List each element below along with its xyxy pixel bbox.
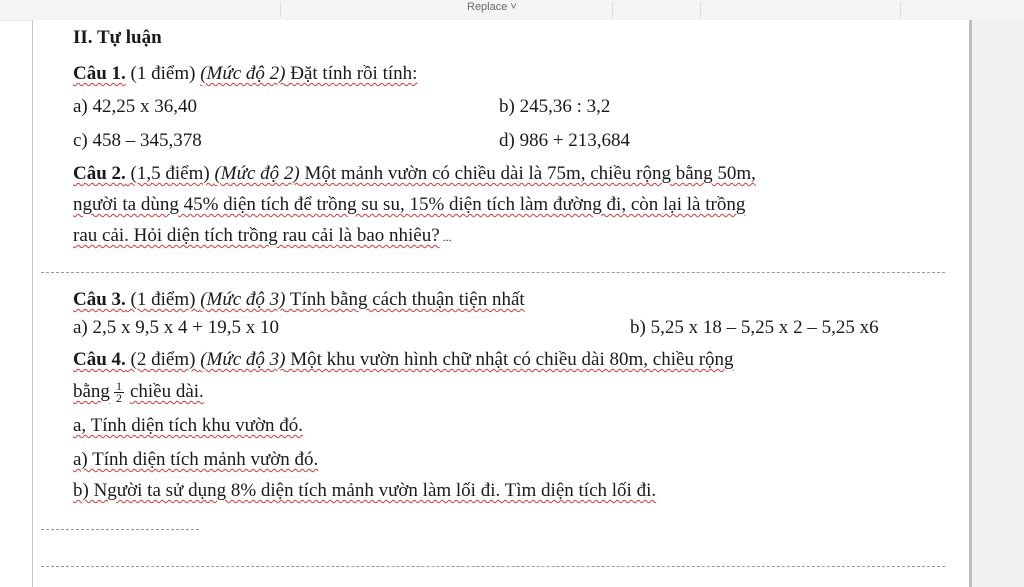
question-4-part-a-2: a) Tính diện tích mảnh vườn đó. [73,449,319,470]
question-2-line-2: người ta dùng 45% diện tích để trồng su su, 15% diện tích làm đường đi, còn lại là trồng [73,194,746,215]
question-1-label: Câu 1. [73,63,126,84]
question-1-part-c: c) 458 – 345,378 [73,130,202,151]
question-1-part-d: d) 986 + 213,684 [499,130,631,151]
fraction [114,381,124,404]
question-2-line-1: Một mảnh vườn có chiều dài là 75m, chiều rộng bằng 50m, [299,163,756,184]
question-3-label: Câu 3. [73,289,126,310]
question-2-level: (Mức độ 2) [214,163,300,184]
answer-line [41,566,945,567]
question-2-points: (1,5 điểm) [125,163,215,184]
question-1 [73,62,417,86]
toolbar-separator [900,2,901,17]
question-4-line-2 [73,380,204,404]
question-3-part-b: b) 5,25 x 18 – 5,25 x 2 – 5,25 x6 [630,317,879,338]
question-4-part-b: b) Người ta sử dụng 8% diện tích mảnh vườn làm lối đi. Tìm diện tích lối đi. [73,480,657,501]
fraction-numerator: 1 [115,379,122,394]
question-4-line-1: Một khu vườn hình chữ nhật có chiều dài 80m, chiều rộng [285,349,734,370]
question-3-level: (Mức độ 3) [200,289,286,310]
question-2 [73,162,756,186]
toolbar-separator [612,2,613,17]
section-title: II. Tự luận [73,27,162,48]
question-4-level: (Mức độ 3) [200,349,286,370]
replace-button[interactable]: Replace ˅ [467,1,517,13]
window-gutter [971,20,1024,587]
question-3-text: Tính bằng cách thuận tiện nhất [285,289,525,310]
question-1-part-b: b) 245,36 : 3,2 [499,96,611,117]
question-4-line-2-pre: bằng [73,381,110,402]
toolbar-separator [700,2,701,17]
fraction-denominator: 2 [115,391,122,406]
question-3-part-a: a) 2,5 x 9,5 x 4 + 19,5 x 10 [73,317,279,338]
toolbar-separator [280,2,281,17]
question-2-trail: ... [439,230,452,244]
question-4-part-a-1: a, Tính diện tích khu vườn đó. [73,415,304,436]
question-2-label: Câu 2. [73,163,126,184]
toolbar [0,0,1024,21]
question-4 [73,348,734,372]
question-1-text: Đặt tính rồi tính: [285,63,418,84]
document-page[interactable] [32,20,972,587]
question-1-part-a: a) 42,25 x 36,40 [73,96,198,117]
answer-line [41,272,945,273]
question-2-line-3: rau cải. Hỏi diện tích trồng rau cải là bao nhiêu? [73,225,440,246]
question-3 [73,288,525,312]
question-3-points: (1 điểm) [125,289,201,310]
question-4-label: Câu 4. [73,349,126,370]
answer-line [41,529,199,530]
question-1-points: (1 điểm) [125,63,201,84]
question-4-line-2-post: chiều dài. [129,381,204,402]
question-4-points: (2 điểm) [125,349,201,370]
question-2-line-3-row [73,224,452,249]
question-1-level: (Mức độ 2) [200,63,286,84]
